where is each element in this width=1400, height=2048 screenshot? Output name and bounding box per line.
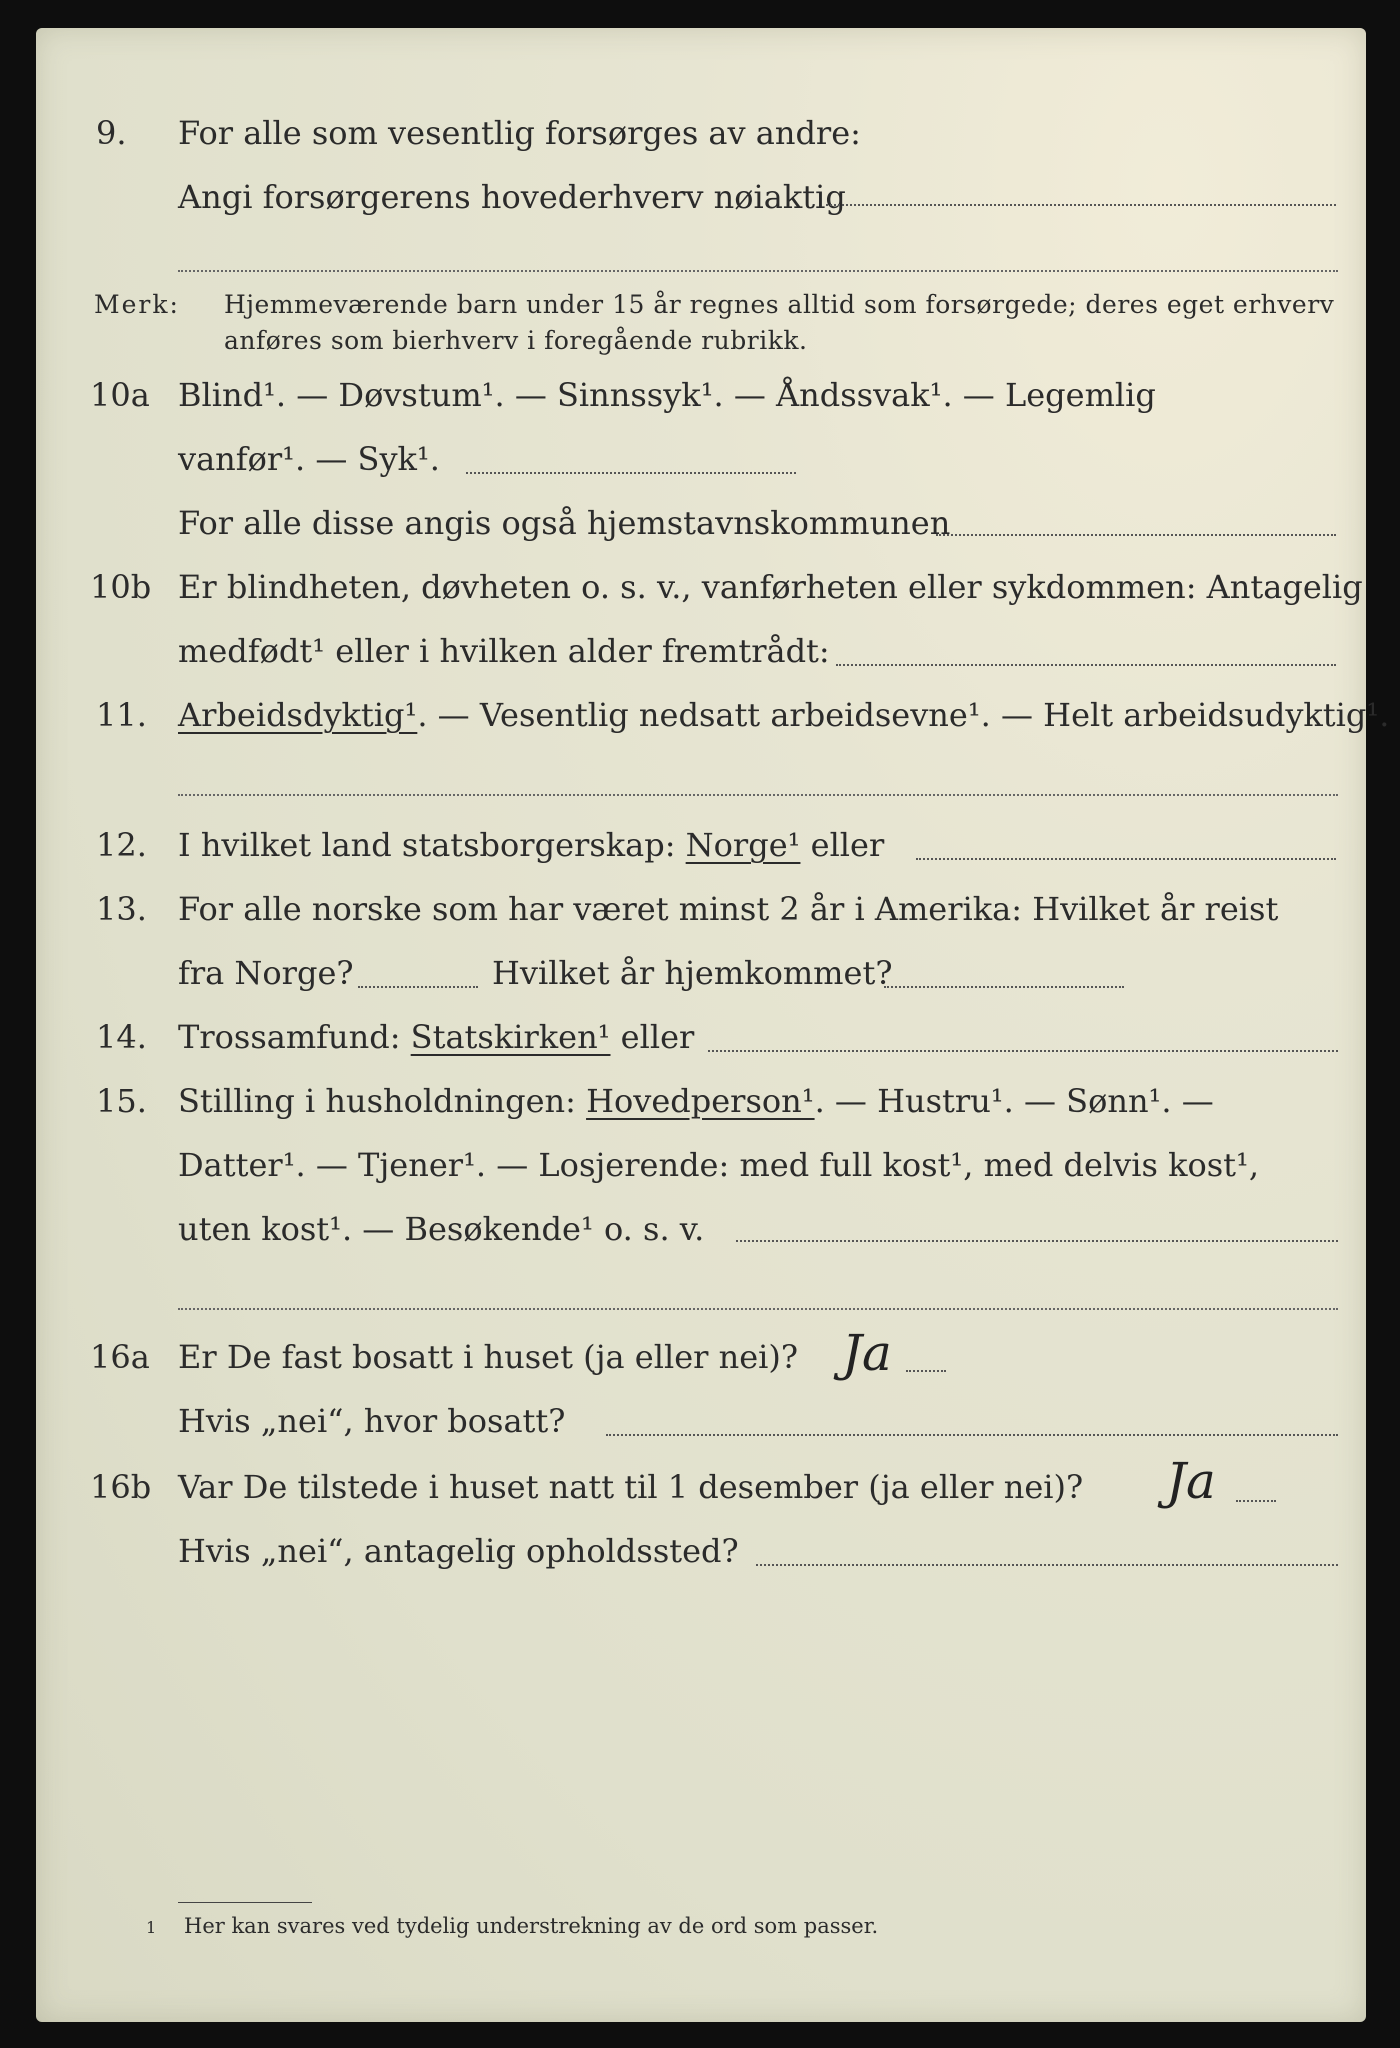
answer-line[interactable]	[916, 858, 1336, 860]
question-text: Var De tilstede i huset natt til 1 desember (ja eller nei)?	[178, 1468, 1084, 1506]
question-number: 10a	[90, 376, 150, 414]
question-number: 13.	[96, 890, 147, 928]
underlined-answer[interactable]: Statskirken¹	[410, 1018, 611, 1056]
underlined-answer[interactable]: Hovedperson¹	[586, 1082, 815, 1120]
question-text: Arbeidsdyktig¹. — Vesentlig nedsatt arbeidsevne¹. — Helt arbeidsudyktig¹.	[178, 696, 1390, 734]
question-text: Blind¹. — Døvstum¹. — Sinnssyk¹. — Åndssvak¹. — Legemlig	[178, 376, 1156, 414]
answer-line[interactable]	[736, 1240, 1338, 1242]
question-text: fra Norge?	[178, 954, 354, 992]
question-text: Hvis „nei“, hvor bosatt?	[178, 1402, 566, 1440]
underlined-answer[interactable]: Norge¹	[685, 826, 801, 864]
answer-line[interactable]	[178, 1308, 1338, 1310]
answer-line[interactable]	[756, 1564, 1338, 1566]
answer-line[interactable]	[466, 472, 796, 474]
question-text: vanfør¹. — Syk¹.	[178, 440, 440, 478]
answer-line[interactable]	[884, 986, 1124, 988]
question-text: Er blindheten, døvheten o. s. v., vanførheten eller sykdommen: Antagelig	[178, 568, 1363, 606]
handwritten-answer[interactable]: Ja	[1166, 1452, 1216, 1510]
question-text: uten kost¹. — Besøkende¹ o. s. v.	[178, 1210, 705, 1248]
answer-line[interactable]	[606, 1434, 1338, 1436]
question-number: 14.	[96, 1018, 147, 1056]
answer-line[interactable]	[906, 1370, 946, 1372]
question-text: For alle som vesentlig forsørges av andre:	[178, 114, 861, 152]
answer-line[interactable]	[358, 986, 478, 988]
footnote-text: Her kan svares ved tydelig understrekning av de ord som passer.	[184, 1914, 879, 1938]
question-text: Datter¹. — Tjener¹. — Losjerende: med full kost¹, med delvis kost¹,	[178, 1146, 1260, 1184]
question-text: For alle disse angis også hjemstavnskommunen	[178, 504, 951, 542]
note-text: Hjemmeværende barn under 15 år regnes alltid som forsørgede; deres eget erhverv	[224, 290, 1335, 319]
question-text: For alle norske som har været minst 2 år i Amerika: Hvilket år reist	[178, 890, 1279, 928]
question-text: Hvis „nei“, antagelig opholdssted?	[178, 1532, 739, 1570]
question-text: Angi forsørgerens hovederhverv nøiaktig	[178, 178, 846, 216]
answer-line[interactable]	[178, 794, 1338, 796]
question-text: I hvilket land statsborgerskap: Norge¹ eller	[178, 826, 885, 864]
question-text: Trossamfund: Statskirken¹ eller	[178, 1018, 695, 1056]
footnote-divider	[178, 1902, 312, 1903]
handwritten-answer[interactable]: Ja	[842, 1324, 892, 1382]
question-text: Stilling i husholdningen: Hovedperson¹. — Hustru¹. — Sønn¹. —	[178, 1082, 1214, 1120]
underlined-answer[interactable]: Arbeidsdyktig¹	[178, 696, 418, 734]
question-text: Hvilket år hjemkommet?	[492, 954, 893, 992]
question-number: 11.	[96, 696, 147, 734]
answer-line[interactable]	[178, 270, 1338, 272]
note-text: anføres som bierhverv i foregående rubrikk.	[224, 326, 808, 355]
answer-line[interactable]	[1236, 1500, 1276, 1502]
question-number: 12.	[96, 826, 147, 864]
question-number: 16a	[90, 1338, 150, 1376]
answer-line[interactable]	[836, 664, 1336, 666]
answer-line[interactable]	[708, 1050, 1338, 1052]
footnote-mark: 1	[146, 1918, 157, 1937]
form-page	[36, 28, 1390, 2022]
answer-line[interactable]	[826, 204, 1336, 206]
question-number: 16b	[90, 1468, 152, 1506]
question-text: medfødt¹ eller i hvilken alder fremtrådt:	[178, 632, 830, 670]
question-number: 9.	[96, 114, 127, 152]
question-number: 10b	[90, 568, 152, 606]
question-number: 15.	[96, 1082, 147, 1120]
note-label: Merk:	[94, 290, 180, 319]
answer-line[interactable]	[936, 534, 1336, 536]
question-text: Er De fast bosatt i huset (ja eller nei)?	[178, 1338, 799, 1376]
